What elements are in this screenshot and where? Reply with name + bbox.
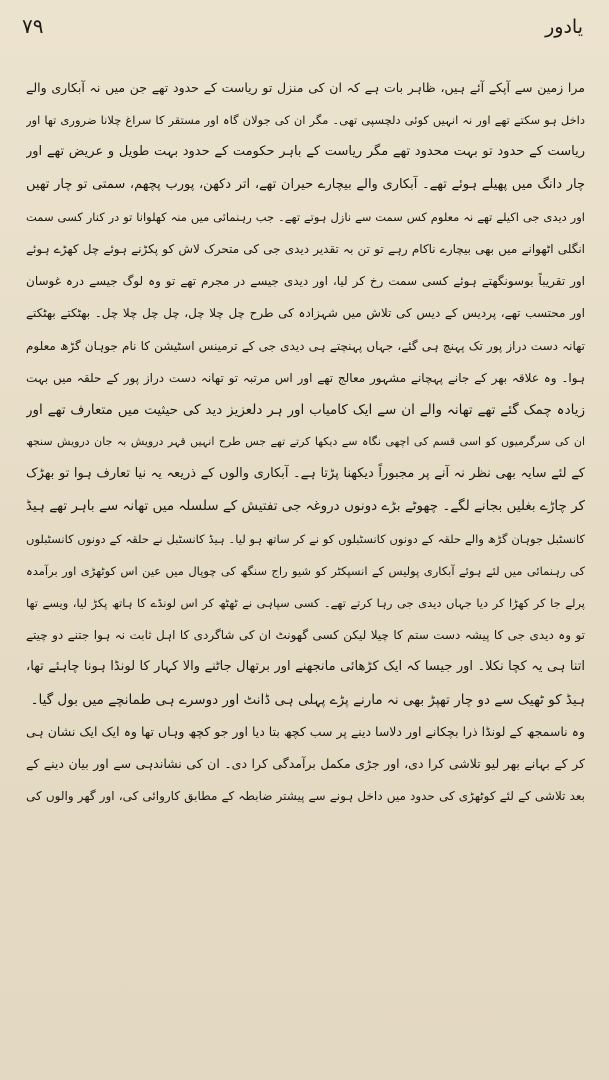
text-line: زیادہ چمک گئے تھے تھانہ والے ان سے ایک کامیاب اور ہر دلعزیز دید کی حیثیت میں متعارف تھے اور: [26, 401, 585, 418]
text-line: کے لئے سایہ بھی نظر نہ آنے پر مجبوراً دیکھنا پڑتا ہے۔ آبکاری والوں کے ذریعہ یہ نیا تعارف ہوا تو بھڑک: [26, 466, 585, 482]
text-line: وہ ناسمجھ کے لونڈا ذرا بچکانے اور دلاسا دینے پر سب کچھ بتا دیا اور جو کچھ وہاں تھا وہ ایک ایک نشان ہی: [26, 723, 585, 739]
text-line: ان کی سرگرمیوں کو اسی قسم کی اچھی نگاہ سے دیکھا کرتے تھے جس طرح انہیں قہر درویش بہ جان درویش سنجھ: [26, 435, 585, 449]
running-head: یادور: [545, 16, 583, 38]
page-number: ۷۹: [22, 14, 44, 38]
text-line: ہیڈ کو ٹھیک سے دو چار تھپڑ بھی نہ مارنے پڑے پہلی ہی ڈانٹ اور دوسرے ہی طمانچے میں بول گیا۔: [30, 691, 585, 708]
text-line: مرا زمین سے آپکے آئے ہیں، ظاہر بات ہے کہ ان کی منزل تو ریاست کے حدود تھے جن میں نہ آبکاری والے: [26, 80, 585, 95]
text-line: تھانہ دست دراز پور تک پہنچ ہی گئے، جہاں پہنچتے ہی دیدی جی کے ترمینس اسٹیشن کا نام جوہان گڑھ معلوم: [26, 338, 585, 353]
text-line: کر کے بہانے بھر لیو تلاشی کرا دی، اور جڑی مکمل برآمدگی کرا دی۔ ان کی نشاندہی سے اور بیان دینے کے: [26, 755, 585, 771]
text-line: انگلی اٹھوانے میں بھی بیچارے ناکام رہے تو تن بہ تقدیر دیدی جی کی متحرک لاش کو پکڑنے ہوئے چل کھڑے ہوئے: [26, 241, 585, 256]
text-line: کانسٹبل جوہان گڑھ والے حلقہ کے دونوں کانسٹبلوں کو نے کر ساتھ ہو لیا۔ ہیڈ کانسٹبل نے حلقہ کے دونوں کانسٹبلوں: [26, 531, 585, 546]
text-line: اور دیدی جی اکیلے تھے نہ معلوم کس سمت سے نازل ہوتے تھے۔ جب رہنمائی میں منہ کھلوانا تو در کنار کسی سمت: [26, 209, 585, 224]
text-line: ہوا۔ وہ علاقہ بھر کے جانے پہچانے مشہور معالج تھے اور اس مرتبہ تو تھانہ دست دراز پور کے حلقہ میں بہت: [26, 370, 585, 385]
text-line: چار دانگ میں پھیلے ہوئے تھے۔ آبکاری والے بیچارے حیران تھے، اتر دکھن، پورب پچھم، سمتی تو چار تھیں: [26, 176, 585, 192]
text-line: تو وہ دیدی جی کا پیشہ دست ستم کا چیلا لیکن کسی گھونٹ ان کی شاگردی کا اہل ثابت نہ ہوا جتنے دو چیتے: [26, 628, 585, 643]
text-line: کی رہنمائی میں لئے ہوئے آبکاری پولیس کے انسپکٹر کو شیو راج سنگھ کی چوپال میں عین اس کوٹھڑی اور برآمدہ: [26, 563, 585, 578]
text-line: بعد تلاشی کے لئے کوٹھڑی کی حدود میں داخل ہونے سے پیشتر ضابطہ کے مطابق کاروائی کی، اور گھر والوں کی: [26, 789, 585, 804]
text-line: پرلے جا کر کھڑا کر دیا جہاں دیدی جی رہا کرتے تھے۔ کسی سپاہی نے ٹھٹھ کر اس لونڈے کا ہاتھ پکڑ لیا، ویسے تھا: [26, 596, 585, 610]
page-header: [22, 14, 583, 48]
text-line: داخل ہو سکتے تھے اور نہ انہیں کوئی دلچسپی تھی۔ مگر ان کی جولان گاہ اور مستقر کا سراغ چلانا ضروری تھا اور: [26, 113, 585, 128]
body-text: [26, 72, 585, 812]
text-line: اور محتسب تھے، پردیس کے دیس کی تلاش میں شہزادہ کی طرح چل چلا چل، چل چل چلا چل۔ بھٹکتے بھٹکتے: [26, 306, 585, 321]
text-line: ریاست کے حدود تو بہت محدود تھے مگر ریاست کے باہر حکومت کے حدود بہت طویل و عریض تھے اور: [26, 144, 585, 160]
text-line: اور تقریباً بوسونگھتے ہوئے کسی سمت رخ کر لیا، اور دیدی جیسے در مجرم تھے تو وہ لوگ جیسے درہ غوسان: [26, 274, 585, 289]
text-line: کر چاڑے بغلیں بجانے لگے۔ چھوٹے بڑے دونوں دروغہ جی تفتیش کے سلسلہ میں تھانہ سے باہر تھے ہیڈ: [26, 498, 585, 515]
text-line: اتنا ہی یہ کچا نکلا۔ اور جیسا کہ ایک کڑھائی مانجھنے اور برتھال جاٹنے والا کہار کا لونڈا ہونا چاہئے تھا،: [26, 659, 585, 675]
